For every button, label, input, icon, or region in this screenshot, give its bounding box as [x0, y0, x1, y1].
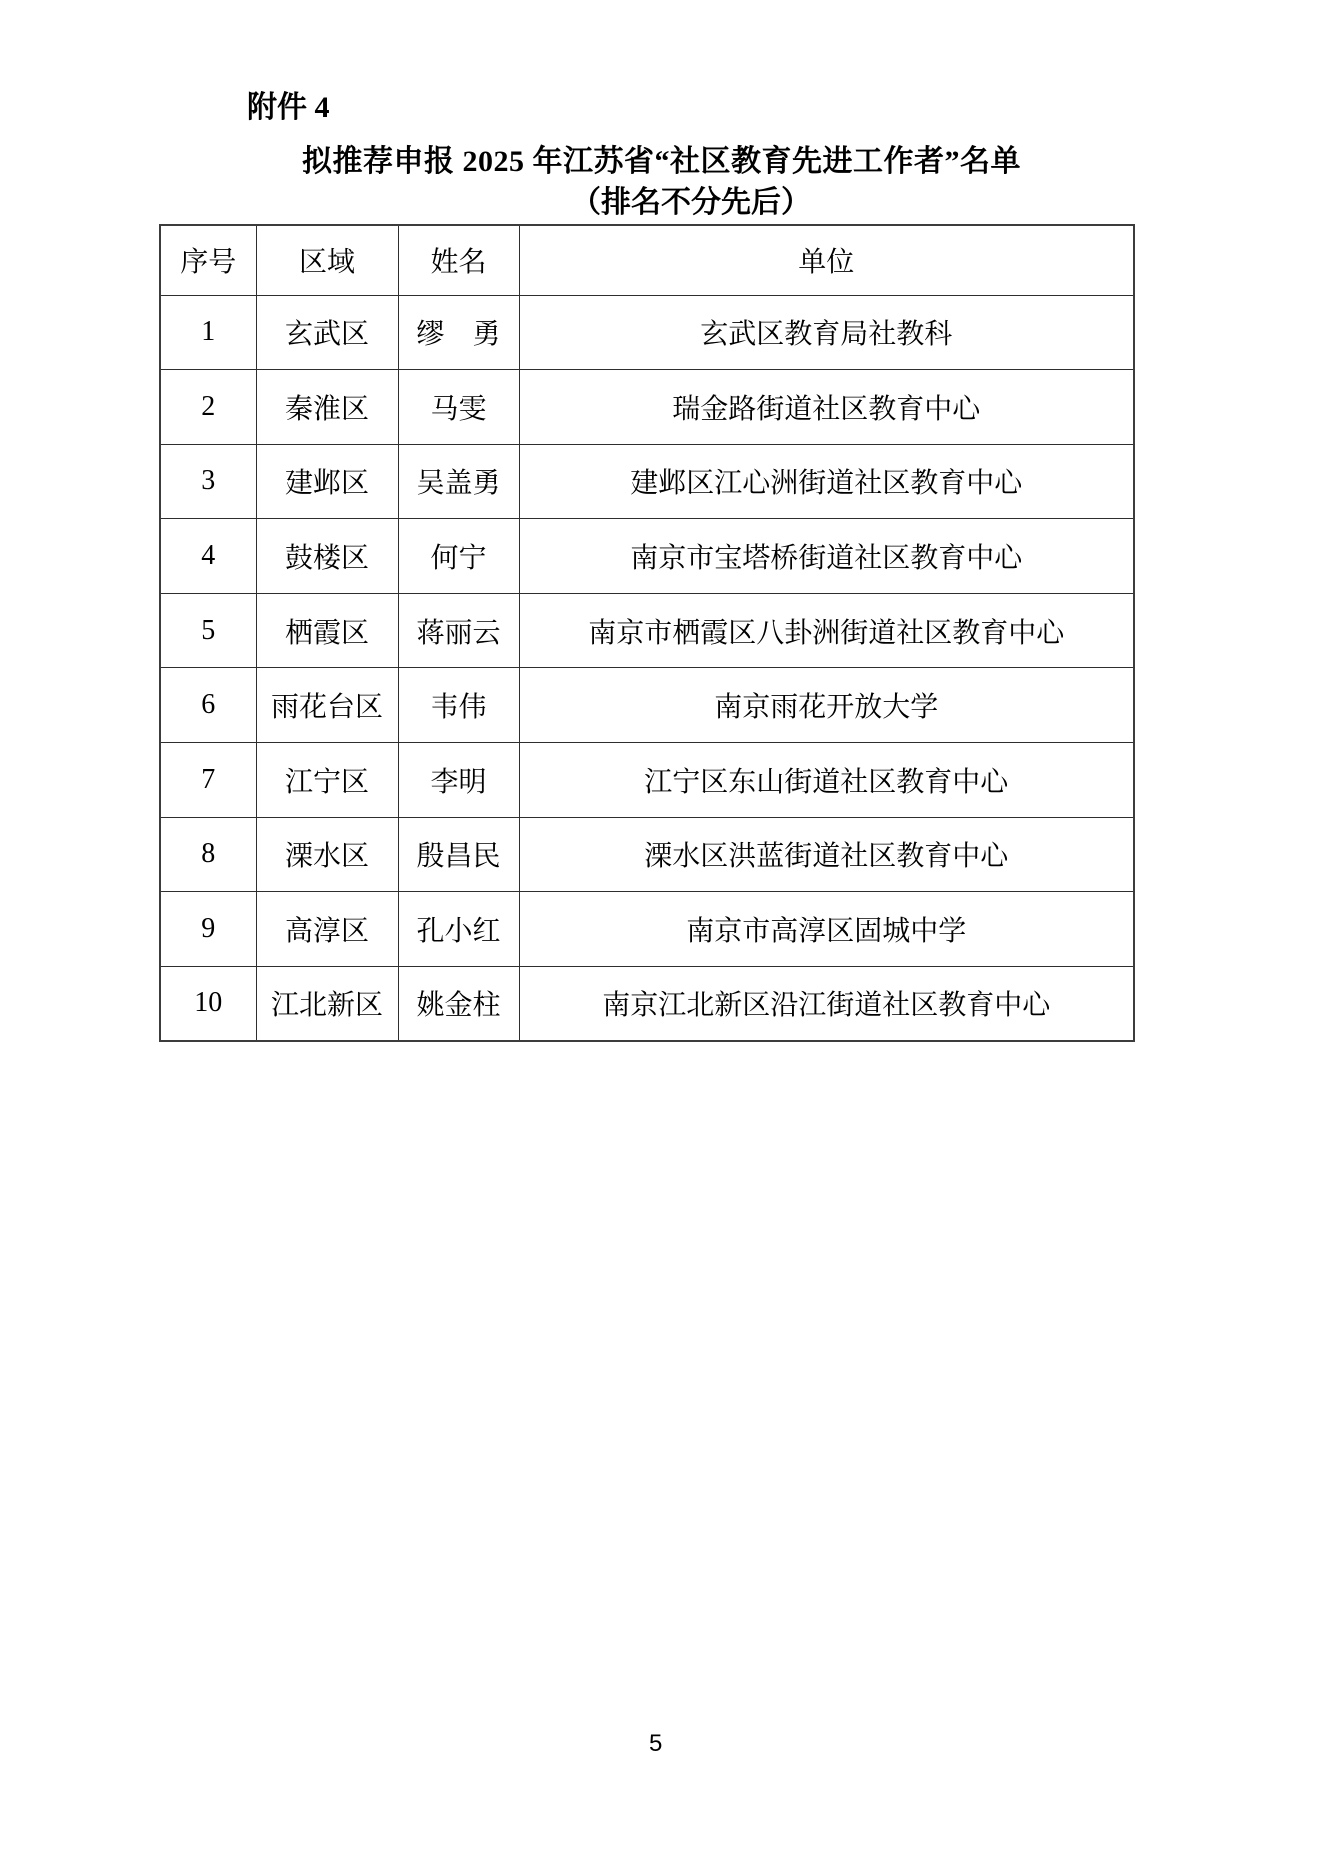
cell-region: 栖霞区 — [256, 593, 398, 668]
cell-serial: 1 — [160, 295, 256, 370]
cell-region: 江宁区 — [256, 743, 398, 818]
cell-region: 玄武区 — [256, 295, 398, 370]
cell-unit: 瑞金路街道社区教育中心 — [519, 370, 1134, 445]
cell-unit: 南京市高淳区固城中学 — [519, 892, 1134, 967]
table-row — [160, 519, 1134, 594]
table-row — [160, 892, 1134, 967]
cell-unit: 建邺区江心洲街道社区教育中心 — [519, 444, 1134, 519]
table-row — [160, 668, 1134, 743]
table-row — [160, 295, 1134, 370]
cell-serial: 2 — [160, 370, 256, 445]
cell-name: 殷昌民 — [398, 817, 519, 892]
page-subtitle: （排名不分先后） — [571, 186, 811, 219]
col-header-region: 区域 — [256, 225, 398, 295]
cell-serial: 5 — [160, 593, 256, 668]
col-header-serial: 序号 — [160, 225, 256, 295]
cell-unit: 南京雨花开放大学 — [519, 668, 1134, 743]
page-number: 5 — [649, 1730, 663, 1757]
cell-region: 建邺区 — [256, 444, 398, 519]
table-row — [160, 370, 1134, 445]
cell-serial: 3 — [160, 444, 256, 519]
cell-serial: 7 — [160, 743, 256, 818]
cell-name: 韦伟 — [398, 668, 519, 743]
cell-name: 孔小红 — [398, 892, 519, 967]
table-row — [160, 743, 1134, 818]
cell-region: 高淳区 — [256, 892, 398, 967]
col-header-name: 姓名 — [398, 225, 519, 295]
attachment-label: 附件 4 — [247, 91, 330, 124]
cell-name: 马雯 — [398, 370, 519, 445]
table-row — [160, 817, 1134, 892]
col-header-unit: 单位 — [519, 225, 1134, 295]
cell-region: 秦淮区 — [256, 370, 398, 445]
cell-unit: 溧水区洪蓝街道社区教育中心 — [519, 817, 1134, 892]
cell-name: 缪 勇 — [398, 295, 519, 370]
page-title: 拟推荐申报 2025 年江苏省“社区教育先进工作者”名单 — [302, 145, 1021, 178]
table-header-row — [160, 225, 1134, 295]
cell-name: 姚金柱 — [398, 966, 519, 1041]
cell-region: 雨花台区 — [256, 668, 398, 743]
cell-name: 蒋丽云 — [398, 593, 519, 668]
table-row — [160, 966, 1134, 1041]
cell-name: 吴盖勇 — [398, 444, 519, 519]
cell-serial: 9 — [160, 892, 256, 967]
cell-name: 何宁 — [398, 519, 519, 594]
cell-region: 江北新区 — [256, 966, 398, 1041]
cell-serial: 10 — [160, 966, 256, 1041]
cell-unit: 南京市宝塔桥街道社区教育中心 — [519, 519, 1134, 594]
cell-unit: 江宁区东山街道社区教育中心 — [519, 743, 1134, 818]
cell-serial: 6 — [160, 668, 256, 743]
cell-region: 鼓楼区 — [256, 519, 398, 594]
cell-unit: 南京江北新区沿江街道社区教育中心 — [519, 966, 1134, 1041]
cell-unit: 玄武区教育局社教科 — [519, 295, 1134, 370]
cell-serial: 4 — [160, 519, 256, 594]
table-row — [160, 593, 1134, 668]
table-row — [160, 444, 1134, 519]
cell-region: 溧水区 — [256, 817, 398, 892]
cell-unit: 南京市栖霞区八卦洲街道社区教育中心 — [519, 593, 1134, 668]
cell-serial: 8 — [160, 817, 256, 892]
roster-table — [159, 224, 1135, 1042]
cell-name: 李明 — [398, 743, 519, 818]
